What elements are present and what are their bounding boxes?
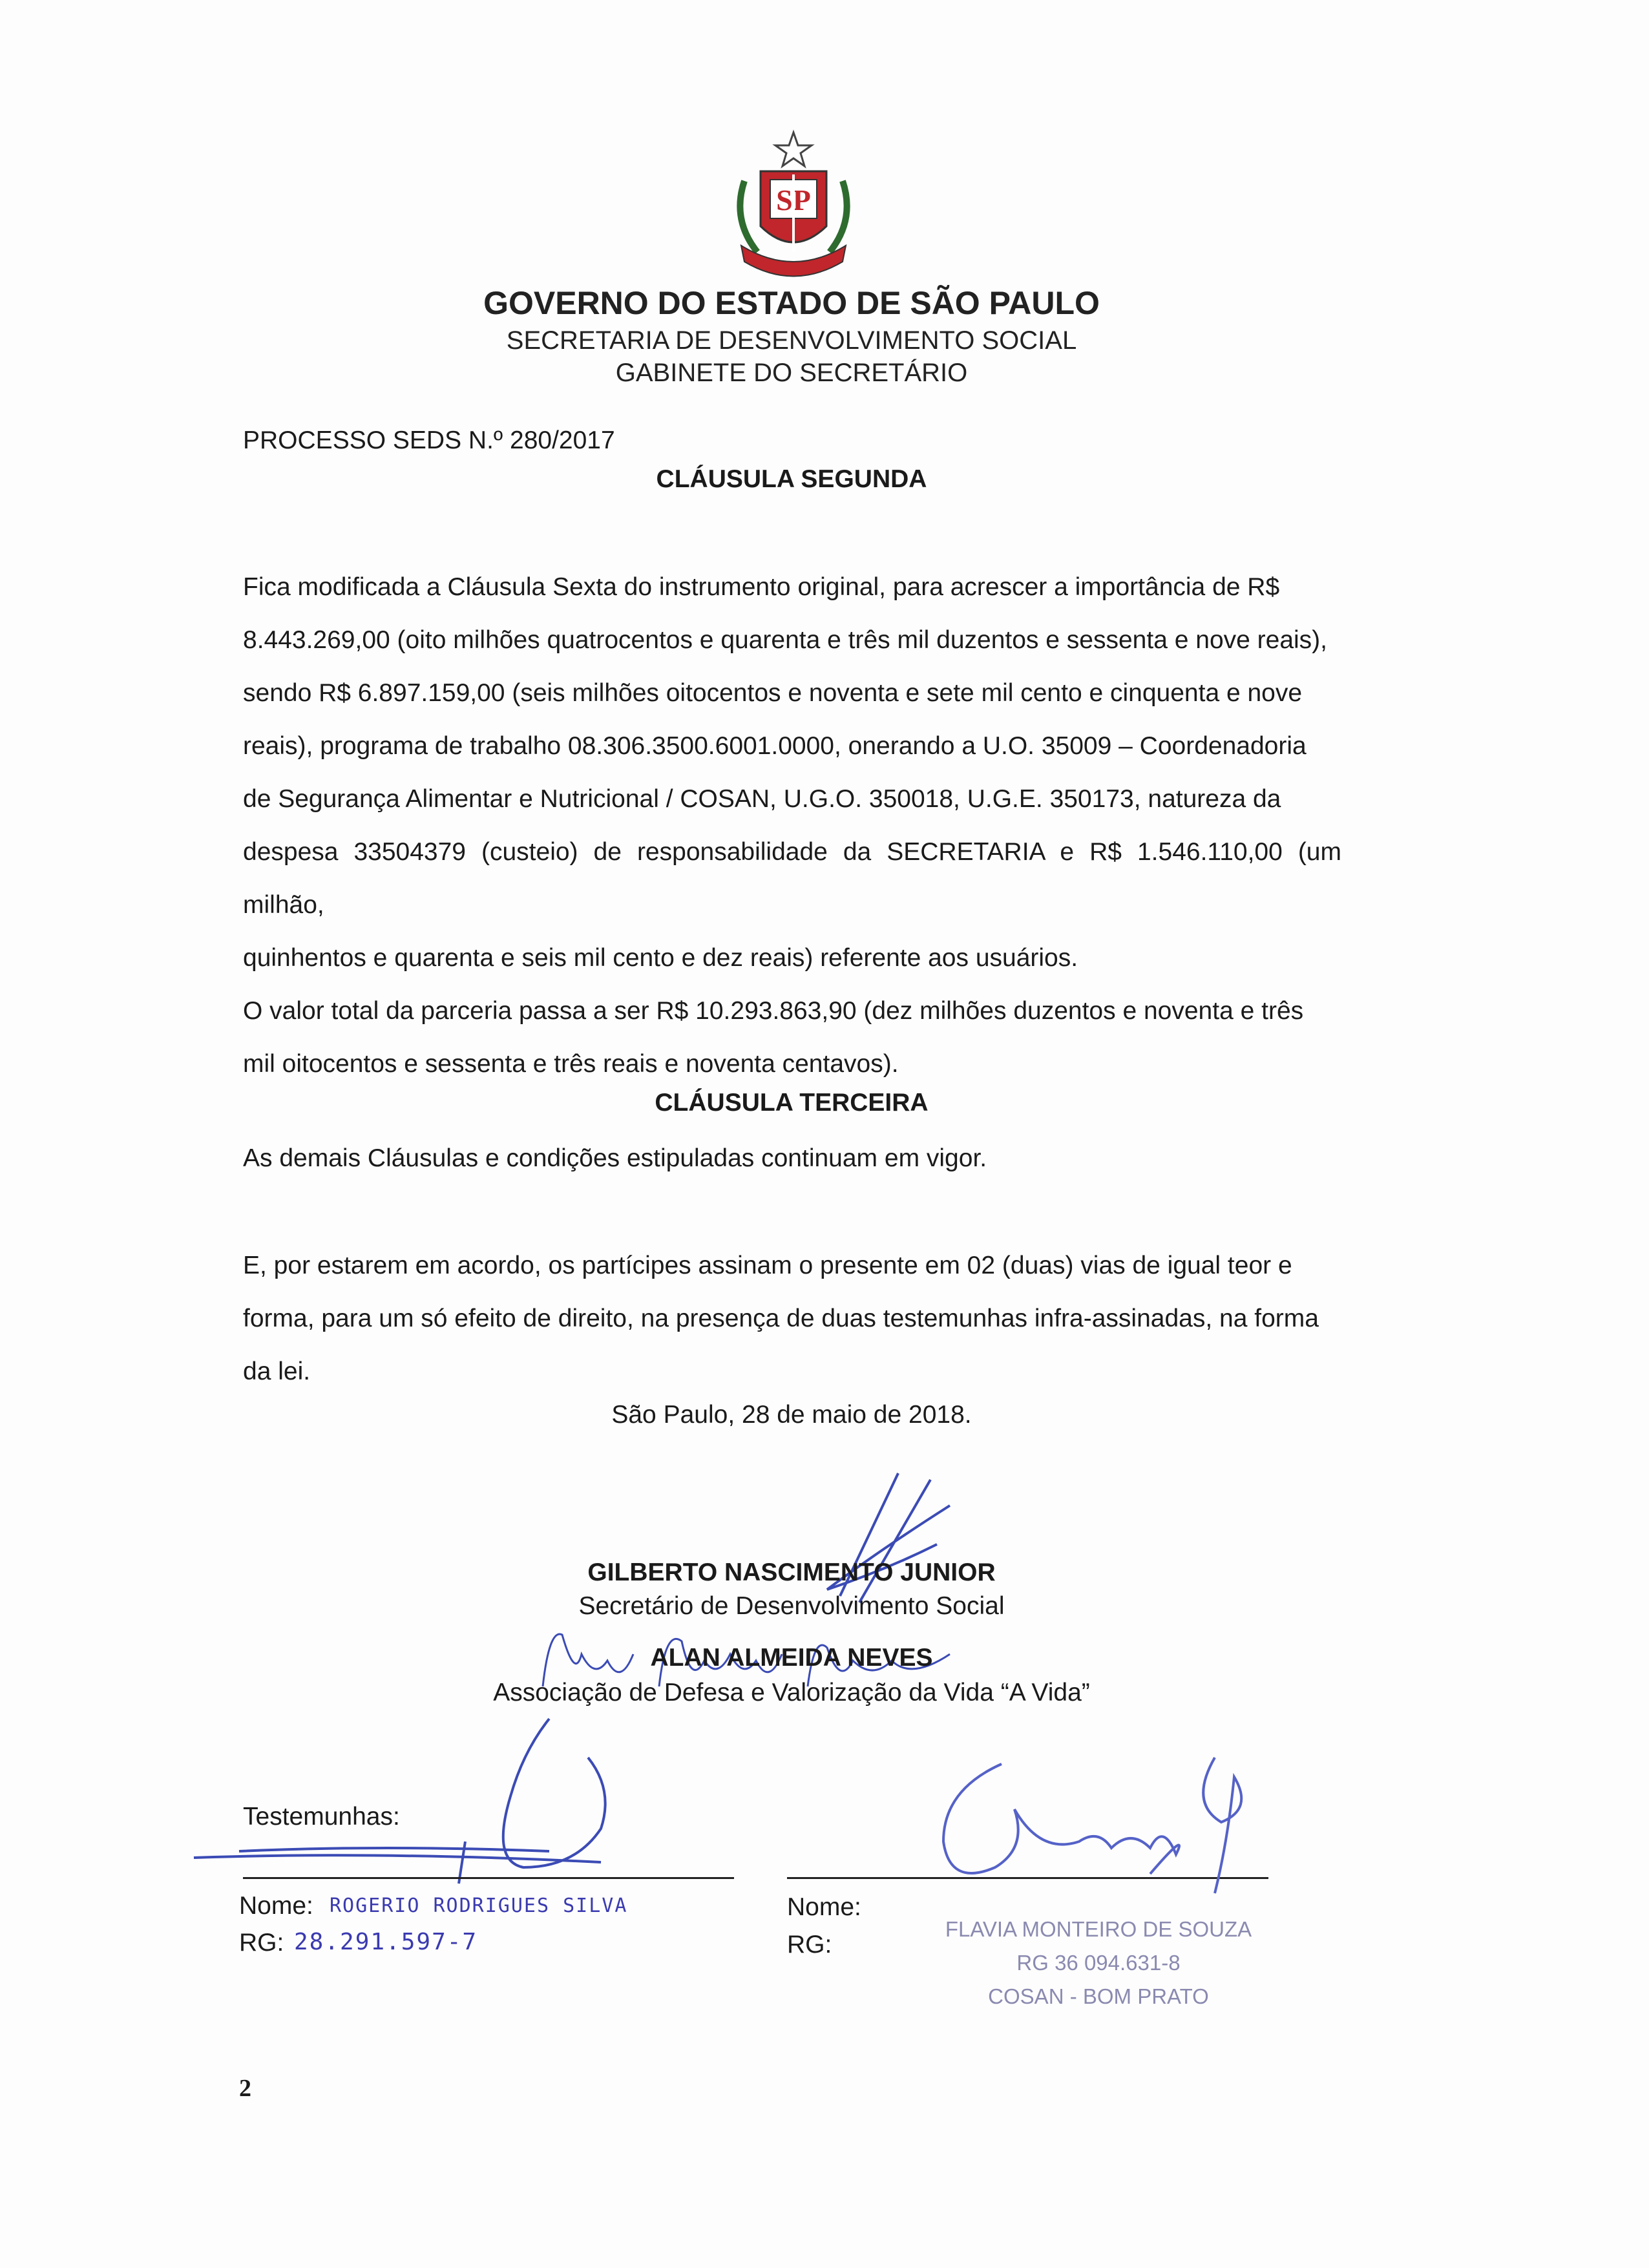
total-value-line: O valor total da parceria passa a ser R$ 10.293.863,90 (dez milhões duzentos e noventa e três [243, 997, 1304, 1025]
clause-two-line: quinhentos e quarenta e seis mil cento e dez reais) referente aos usuários. [243, 944, 1078, 972]
closing-line: E, por estarem em acordo, os partícipes assinam o presente em 02 (duas) vias de igual teor e [243, 1252, 1292, 1279]
sao-paulo-coat-of-arms [725, 129, 862, 278]
process-number: PROCESSO SEDS N.º 280/2017 [243, 426, 615, 454]
clause-two-line: 8.443.269,00 (oito milhões quatrocentos e quarenta e três mil duzentos e sessenta e nove reais), [243, 626, 1328, 654]
clause-three-text: As demais Cláusulas e condições estipuladas continuam em vigor. [243, 1144, 987, 1172]
closing-line: da lei. [243, 1358, 311, 1385]
stamp-line: COSAN - BOM PRATO [988, 1984, 1209, 2008]
signatory-role: Associação de Defesa e Valorização da Vida “A Vida” [493, 1679, 1090, 1706]
clause-two-line: despesa 33504379 (custeio) de responsabilidade da SECRETARIA e R$ 1.546.110,00 (um milhão, [243, 838, 1341, 919]
signatory-role: Secretário de Desenvolvimento Social [578, 1592, 1005, 1620]
clause-two-line: reais), programa de trabalho 08.306.3500.6001.0000, onerando a U.O. 35009 – Coordenadoria [243, 732, 1307, 760]
page-number: 2 [239, 2075, 251, 2102]
witness-left-rg-value: 28.291.597-7 [294, 1929, 478, 1955]
stamp-line: FLAVIA MONTEIRO DE SOUZA [945, 1917, 1252, 1941]
header-title: GOVERNO DO ESTADO DE SÃO PAULO [483, 285, 1100, 321]
svg-text:SP: SP [776, 184, 811, 216]
date-line: São Paulo, 28 de maio de 2018. [611, 1401, 972, 1429]
witness-stamp [930, 1913, 1266, 2013]
witness-left-line [243, 1877, 734, 1879]
witness-left-rg-label: RG: [239, 1929, 284, 1957]
stamp-line: RG 36 094.631-8 [1016, 1951, 1181, 1975]
witness-right-name-label: Nome: [787, 1893, 861, 1921]
witness-right-rg-label: RG: [787, 1931, 832, 1958]
clause-two-body [243, 561, 1341, 1091]
witnesses-label: Testemunhas: [243, 1803, 400, 1831]
signatory-name: GILBERTO NASCIMENTO JUNIOR [587, 1559, 996, 1586]
header-subtitle-secretariat: SECRETARIA DE DESENVOLVIMENTO SOCIAL [506, 326, 1077, 355]
closing-line: forma, para um só efeito de direito, na presença de duas testemunhas infra-assinadas, na forma [243, 1305, 1319, 1332]
total-value-line: mil oitocentos e sessenta e três reais e noventa centavos). [243, 1050, 899, 1078]
clause-three-title: CLÁUSULA TERCEIRA [655, 1089, 929, 1117]
clause-two-line: Fica modificada a Cláusula Sexta do instrumento original, para acrescer a importância de R$ [243, 573, 1280, 601]
clause-two-line: sendo R$ 6.897.159,00 (seis milhões oitocentos e noventa e sete mil cento e cinquenta e nove [243, 679, 1303, 707]
signature-witness-right [930, 1751, 1266, 1900]
witness-left-name-label: Nome: [239, 1892, 313, 1920]
clause-two-line: de Segurança Alimentar e Nutricional / COSAN, U.G.O. 350018, U.G.E. 350173, natureza da [243, 785, 1281, 813]
witness-left-name-value: ROGERIO RODRIGUES SILVA [330, 1895, 628, 1917]
clause-two-title: CLÁUSULA SEGUNDA [656, 465, 927, 493]
signatory-name: ALAN ALMEIDA NEVES [650, 1644, 933, 1672]
header-subtitle-cabinet: GABINETE DO SECRETÁRIO [615, 359, 968, 387]
closing-paragraph [243, 1239, 1341, 1398]
